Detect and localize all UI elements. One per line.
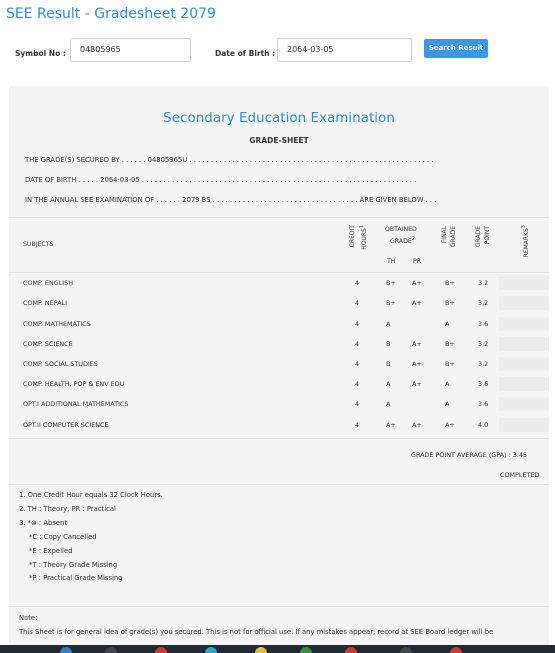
obtained-grade-header: GRADE$^2$	[390, 236, 416, 246]
final-grade: B+	[445, 340, 455, 348]
subjects-header: SUBJECTS	[23, 241, 54, 248]
app-icon[interactable]	[205, 647, 217, 653]
final-grade-header: GRADE	[450, 226, 457, 248]
credit-hours: 4	[355, 320, 360, 328]
final-grade: A	[445, 380, 450, 388]
page-title: SEE Result - Gradesheet 2079	[6, 6, 216, 22]
divider	[9, 217, 549, 218]
remarks-cell	[499, 377, 549, 391]
credit-hours: 4	[355, 299, 360, 307]
app-icon[interactable]	[105, 647, 117, 653]
final-grade: A	[445, 400, 450, 408]
app-icon[interactable]	[450, 647, 462, 653]
theory-grade: A	[386, 320, 391, 328]
final-grade: A	[445, 320, 450, 328]
credit-hours: 4	[355, 279, 360, 287]
search-form	[0, 38, 555, 68]
note-text: This Sheet is for general idea of grade(s) you secured. This is not for official use. If any mistakes appear; record at SEE Board ledger will be	[19, 628, 494, 636]
footnote: *C : Copy Cancelled	[29, 533, 97, 541]
grade-point: 3.6	[478, 320, 489, 328]
taskbar	[0, 645, 555, 653]
credit-hours: 4	[355, 421, 360, 429]
credit-hours: 4	[355, 340, 360, 348]
practical-grade: A+	[412, 380, 422, 388]
subject-name: COMP. MATHEMATICS	[23, 320, 91, 328]
subject-name: COMP. SCIENCE	[23, 340, 73, 348]
remarks-cell	[499, 296, 549, 310]
gpa-text: GRADE POINT AVERAGE (GPA) : 3.45	[411, 451, 528, 459]
grade-point: 3.2	[478, 279, 489, 287]
subject-name: OPT.I ADDITIONAL MATHEMATICS	[23, 400, 129, 408]
credit-header: CREDIT	[349, 225, 356, 248]
app-icon[interactable]	[300, 647, 312, 653]
subject-name: COMP. NEPALI	[23, 299, 68, 307]
pr-header: PR	[413, 258, 422, 265]
app-icon[interactable]	[60, 647, 72, 653]
dob-label: Date of Birth :	[215, 49, 276, 58]
remarks-cell	[499, 337, 549, 351]
practical-grade: A+	[412, 299, 422, 307]
theory-grade: A	[386, 380, 391, 388]
practical-grade: A+	[412, 279, 422, 287]
theory-grade: B+	[386, 279, 396, 287]
theory-grade: B	[386, 360, 391, 368]
divider	[9, 272, 549, 273]
point-header: POINT	[484, 226, 491, 245]
credit-hours: 4	[355, 400, 360, 408]
subject-name: COMP. HEALTH, POP & ENV EDU	[23, 380, 125, 388]
footnote: 2. TH : Theory, PR : Practical	[19, 505, 116, 513]
app-icon[interactable]	[155, 647, 167, 653]
theory-grade: A	[386, 400, 391, 408]
remarks-cell	[499, 397, 549, 411]
practical-grade: A+	[412, 340, 422, 348]
exam-line: IN THE ANNUAL SEE EXAMINATION OF . . . . . . 2079 BS . . . . . . . . . . . . . . . . . . . . . . . . . . . . . . . . . . ARE GIVEN BELOW . . .	[25, 196, 437, 204]
hours-header: HOURS$^1$	[359, 225, 368, 250]
dob-line: DATE OF BIRTH . . . . . 2064-03-05 . . . . . . . . . . . . . . . . . . . . . . . . . . . . . . . . . . . . . . . . . . . . . . . . . . . . . . . . . . . . . . . .	[25, 176, 417, 184]
remarks-cell	[499, 317, 549, 331]
remarks-cell	[499, 276, 549, 290]
remarks-cell	[499, 357, 549, 371]
completed-status: COMPLETED	[500, 471, 540, 479]
credit-hours: 4	[355, 380, 360, 388]
footnote: 3. *⊗ : Absent	[19, 519, 68, 527]
remarks-header: REMARKS$^3$	[521, 225, 530, 258]
final-grade: B+	[445, 299, 455, 307]
grade-point: 4.0	[478, 421, 489, 429]
subject-name: OPT.II COMPUTER SCIENCE	[23, 421, 109, 429]
grade-point-header: GRADE	[475, 226, 482, 248]
theory-grade: B+	[386, 299, 396, 307]
final-grade: A+	[445, 421, 455, 429]
theory-grade: A+	[386, 421, 396, 429]
divider	[9, 484, 549, 485]
grade-sheet-title: GRADE-SHEET	[249, 136, 309, 145]
footnote: *T : Theory Grade Missing	[29, 561, 118, 569]
folder-icon[interactable]	[255, 647, 267, 653]
subject-name: COMP. SOCIAL STUDIES	[23, 360, 98, 368]
grade-point: 3.6	[478, 400, 489, 408]
footnote: 1. One Credit Hour equals 32 Clock Hours.	[19, 491, 163, 499]
divider	[9, 438, 549, 439]
grade-point: 3.2	[478, 299, 489, 307]
grade-sheet	[9, 86, 549, 653]
grade-point: 3.6	[478, 380, 489, 388]
final-grade: B+	[445, 279, 455, 287]
dob-input[interactable]: 2064-03-05	[277, 38, 412, 62]
app-icon[interactable]	[400, 647, 412, 653]
practical-grade: A+	[412, 421, 422, 429]
symbol-input[interactable]: 04805965	[70, 38, 191, 62]
note-label: Note:	[19, 614, 38, 622]
obtained-header: OBTAINED	[385, 226, 417, 233]
divider	[9, 606, 549, 607]
credit-hours: 4	[355, 360, 360, 368]
final-header: FINAL	[441, 226, 448, 244]
app-icon[interactable]	[345, 647, 357, 653]
remarks-cell	[499, 418, 549, 432]
footnote: *E : Expelled	[29, 547, 73, 555]
exam-title: Secondary Education Examination	[163, 110, 395, 126]
footnote: *P : Practical Grade Missing	[29, 574, 123, 582]
symbol-label: Symbol No :	[15, 49, 66, 58]
grade-point: 3.2	[478, 340, 489, 348]
subject-name: COMP. ENGLISH	[23, 279, 74, 287]
student-line: THE GRADE(S) SECURED BY . . . . . . 04805965U . . . . . . . . . . . . . . . . . . . . . . . . . . . . . . . . . . . . . . . . . . . . . . . . . . . . . . . . .	[25, 156, 434, 164]
th-header: TH	[387, 258, 396, 265]
grade-point: 3.2	[478, 360, 489, 368]
final-grade: B+	[445, 360, 455, 368]
theory-grade: B	[386, 340, 391, 348]
practical-grade: A+	[412, 360, 422, 368]
search-result-button[interactable]: Search Result	[424, 39, 488, 58]
